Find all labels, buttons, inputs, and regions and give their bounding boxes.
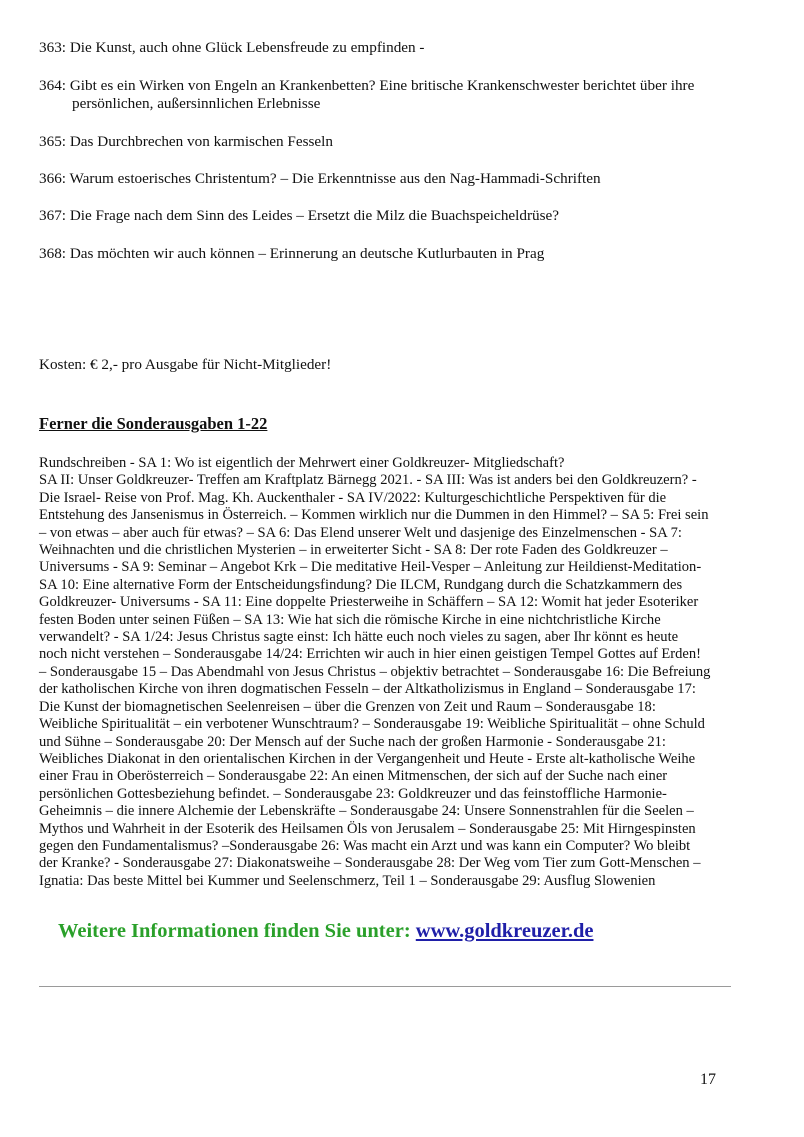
special-editions-line: Universums - SA 9: Seminar – Angebot Krk – Die meditative Heil-Vesper – Anleitung zur Heildienst-Meditation- xyxy=(39,559,702,576)
issue-title: Die Frage nach dem Sinn des Leides – Ersetzt die Milz die Buachspeicheldrüse? xyxy=(69,207,560,224)
more-info-label: Weitere Informationen finden Sie unter: xyxy=(58,920,416,942)
issue-item xyxy=(39,133,759,151)
special-editions-line: Weibliches Diakonat in den orientalischen Kirchen in der Vergangenheit und Heute - Erste alt-katholische Weihe xyxy=(39,750,696,767)
special-editions-list xyxy=(39,455,755,890)
special-editions-line: SA II: Unser Goldkreuzer- Treffen am Kraftplatz Bärnegg 2021. - SA III: Was ist anders bei den Goldkreuzern? - xyxy=(39,472,697,489)
issue-title-continuation: persönlichen, außersinnlichen Erlebnisse xyxy=(72,95,321,112)
special-editions-line: – Sonderausgabe 15 – Das Abendmahl von Jesus Christus – objektiv betrachtet – Sonderausgabe 16: Die Befreiung xyxy=(39,663,711,680)
issue-number: 367: xyxy=(39,207,67,224)
special-editions-line: Rundschreiben - SA 1: Wo ist eigentlich der Mehrwert einer Goldkreuzer- Mitgliedschaft? xyxy=(39,455,565,471)
page-number: 17 xyxy=(700,1071,716,1088)
issue-number: 366: xyxy=(39,170,67,187)
special-editions-line: – von etwas – aber auch für etwas? – SA 6: Das Elend unserer Welt und dasjenige des Einzelmenschen - SA 7: xyxy=(39,524,682,541)
issue-number: 363: xyxy=(39,39,67,56)
special-editions-line: SA 10: Eine alternative Form der Entscheidungsfindung? Die ILCM, Rundgang durch die Schatzkammern des xyxy=(39,576,683,593)
special-editions-line: der Kranke? - Sonderausgabe 27: Diakonatsweihe – Sonderausgabe 28: Der Weg vom Tier zum Gott-Menschen – xyxy=(39,855,701,872)
special-editions-line: gegen den Fundamentalismus? –Sonderausgabe 26: Was macht ein Arzt und was kann ein Computer? Wo bleibt xyxy=(39,837,691,854)
special-editions-line: Die Israel- Reise von Prof. Mag. Kh. Auckenthaler - SA IV/2022: Kulturgeschichtliche Perspektiven für die xyxy=(39,489,667,506)
special-editions-heading: Ferner die Sonderausgaben 1-22 xyxy=(39,414,268,433)
special-editions-line: noch nicht verstehen – Sonderausgabe 14/24: Errichten wir auch in hier einen geistigen Tempel Gottes auf Erden! xyxy=(39,646,702,663)
issue-title: Gibt es ein Wirken von Engeln an Krankenbetten? Eine britische Krankenschwester berichtet über ihre xyxy=(69,77,695,94)
issue-item xyxy=(39,207,759,225)
issue-number: 364: xyxy=(39,77,67,94)
special-editions-line: einer Frau in Oberösterreich – Sonderausgabe 22: An einen Mitmenschen, der sich auf der Suche nach einer xyxy=(39,768,668,785)
horizontal-divider xyxy=(39,986,731,987)
special-editions-line: Geheimnis – die innere Alchemie der Lebenskräfte – Sonderausgabe 24: Unsere Sonnenstrahlen für die Seelen – xyxy=(39,803,694,820)
issue-number: 365: xyxy=(39,133,67,150)
issue-title: Warum estoerisches Christentum? – Die Erkenntnisse aus den Nag-Hammadi-Schriften xyxy=(69,170,601,187)
issue-title: Das möchten wir auch können – Erinnerung an deutsche Kutlurbauten in Prag xyxy=(69,245,545,262)
special-editions-line: Entstehung des Jansenismus in Österreich. – Kommen wirklich nur die Dummen in den Himmel? – SA 5: Frei sein xyxy=(39,507,709,524)
special-editions-line: und Sühne – Sonderausgabe 20: Der Mensch auf der Suche nach der großen Harmonie - Sonderausgabe 21: xyxy=(39,733,666,750)
special-editions-line: der katholischen Kirche von ihren dogmatischen Fesseln – der Altkatholizismus in England – Sonderausgabe 17: xyxy=(39,681,696,698)
issue-item xyxy=(39,245,759,263)
special-editions-line: Ignatia: Das beste Mittel bei Kummer und Seelenschmerz, Teil 1 – Sonderausgabe 29: Ausflug Slowenien xyxy=(39,872,656,889)
more-info-line xyxy=(58,918,593,944)
special-editions-line: verwandelt? - SA 1/24: Jesus Christus sagte einst: Ich hätte euch noch vieles zu sagen, aber Ihr könnt es heute xyxy=(39,629,679,646)
website-link[interactable]: www.goldkreuzer.de xyxy=(415,920,594,942)
special-editions-line: Weibliche Spiritualität – ein verbotener Wunschtraum? – Sonderausgabe 19: Weibliche Spiritualität – ohne Schuld xyxy=(39,716,705,733)
issue-number: 368: xyxy=(39,245,67,262)
special-editions-line: Weihnachten und die christlichen Mysterien – in erweiterter Sicht - SA 8: Der rote Faden des Goldkreuzer – xyxy=(39,542,668,559)
issue-title: Das Durchbrechen von karmischen Fesseln xyxy=(69,133,333,150)
special-editions-line: Die Kunst der biomagnetischen Seelenreisen – über die Grenzen von Zeit und Raum – Sonderausgabe 18: xyxy=(39,698,656,715)
special-editions-line: Goldkreuzer- Universums - SA 11: Eine doppelte Priesterweihe in Schäffern – SA 12: Womit hat jeder Esoteriker xyxy=(39,594,699,611)
issue-item xyxy=(39,77,759,113)
special-editions-line: Mythos und Wahrheit in der Esoterik des Heilsamen Öls von Jerusalem – Sonderausgabe 25: Mit Hirngespinsten xyxy=(39,820,696,837)
issue-item xyxy=(39,170,759,188)
special-editions-line: persönlichen Gottesbeziehung befindet. – Sonderausgabe 23: Goldkreuzer und das feinstoffliche Harmonie- xyxy=(39,785,667,802)
special-editions-line: festen Boden unter seinen Füßen – SA 13: Wie hat sich die römische Kirche in eine nichtchristliche Kirche xyxy=(39,611,661,628)
issue-item xyxy=(39,39,759,57)
costs-note: Kosten: € 2,- pro Ausgabe für Nicht-Mitglieder! xyxy=(39,356,332,373)
issue-title: Die Kunst, auch ohne Glück Lebensfreude zu empfinden - xyxy=(69,39,425,56)
